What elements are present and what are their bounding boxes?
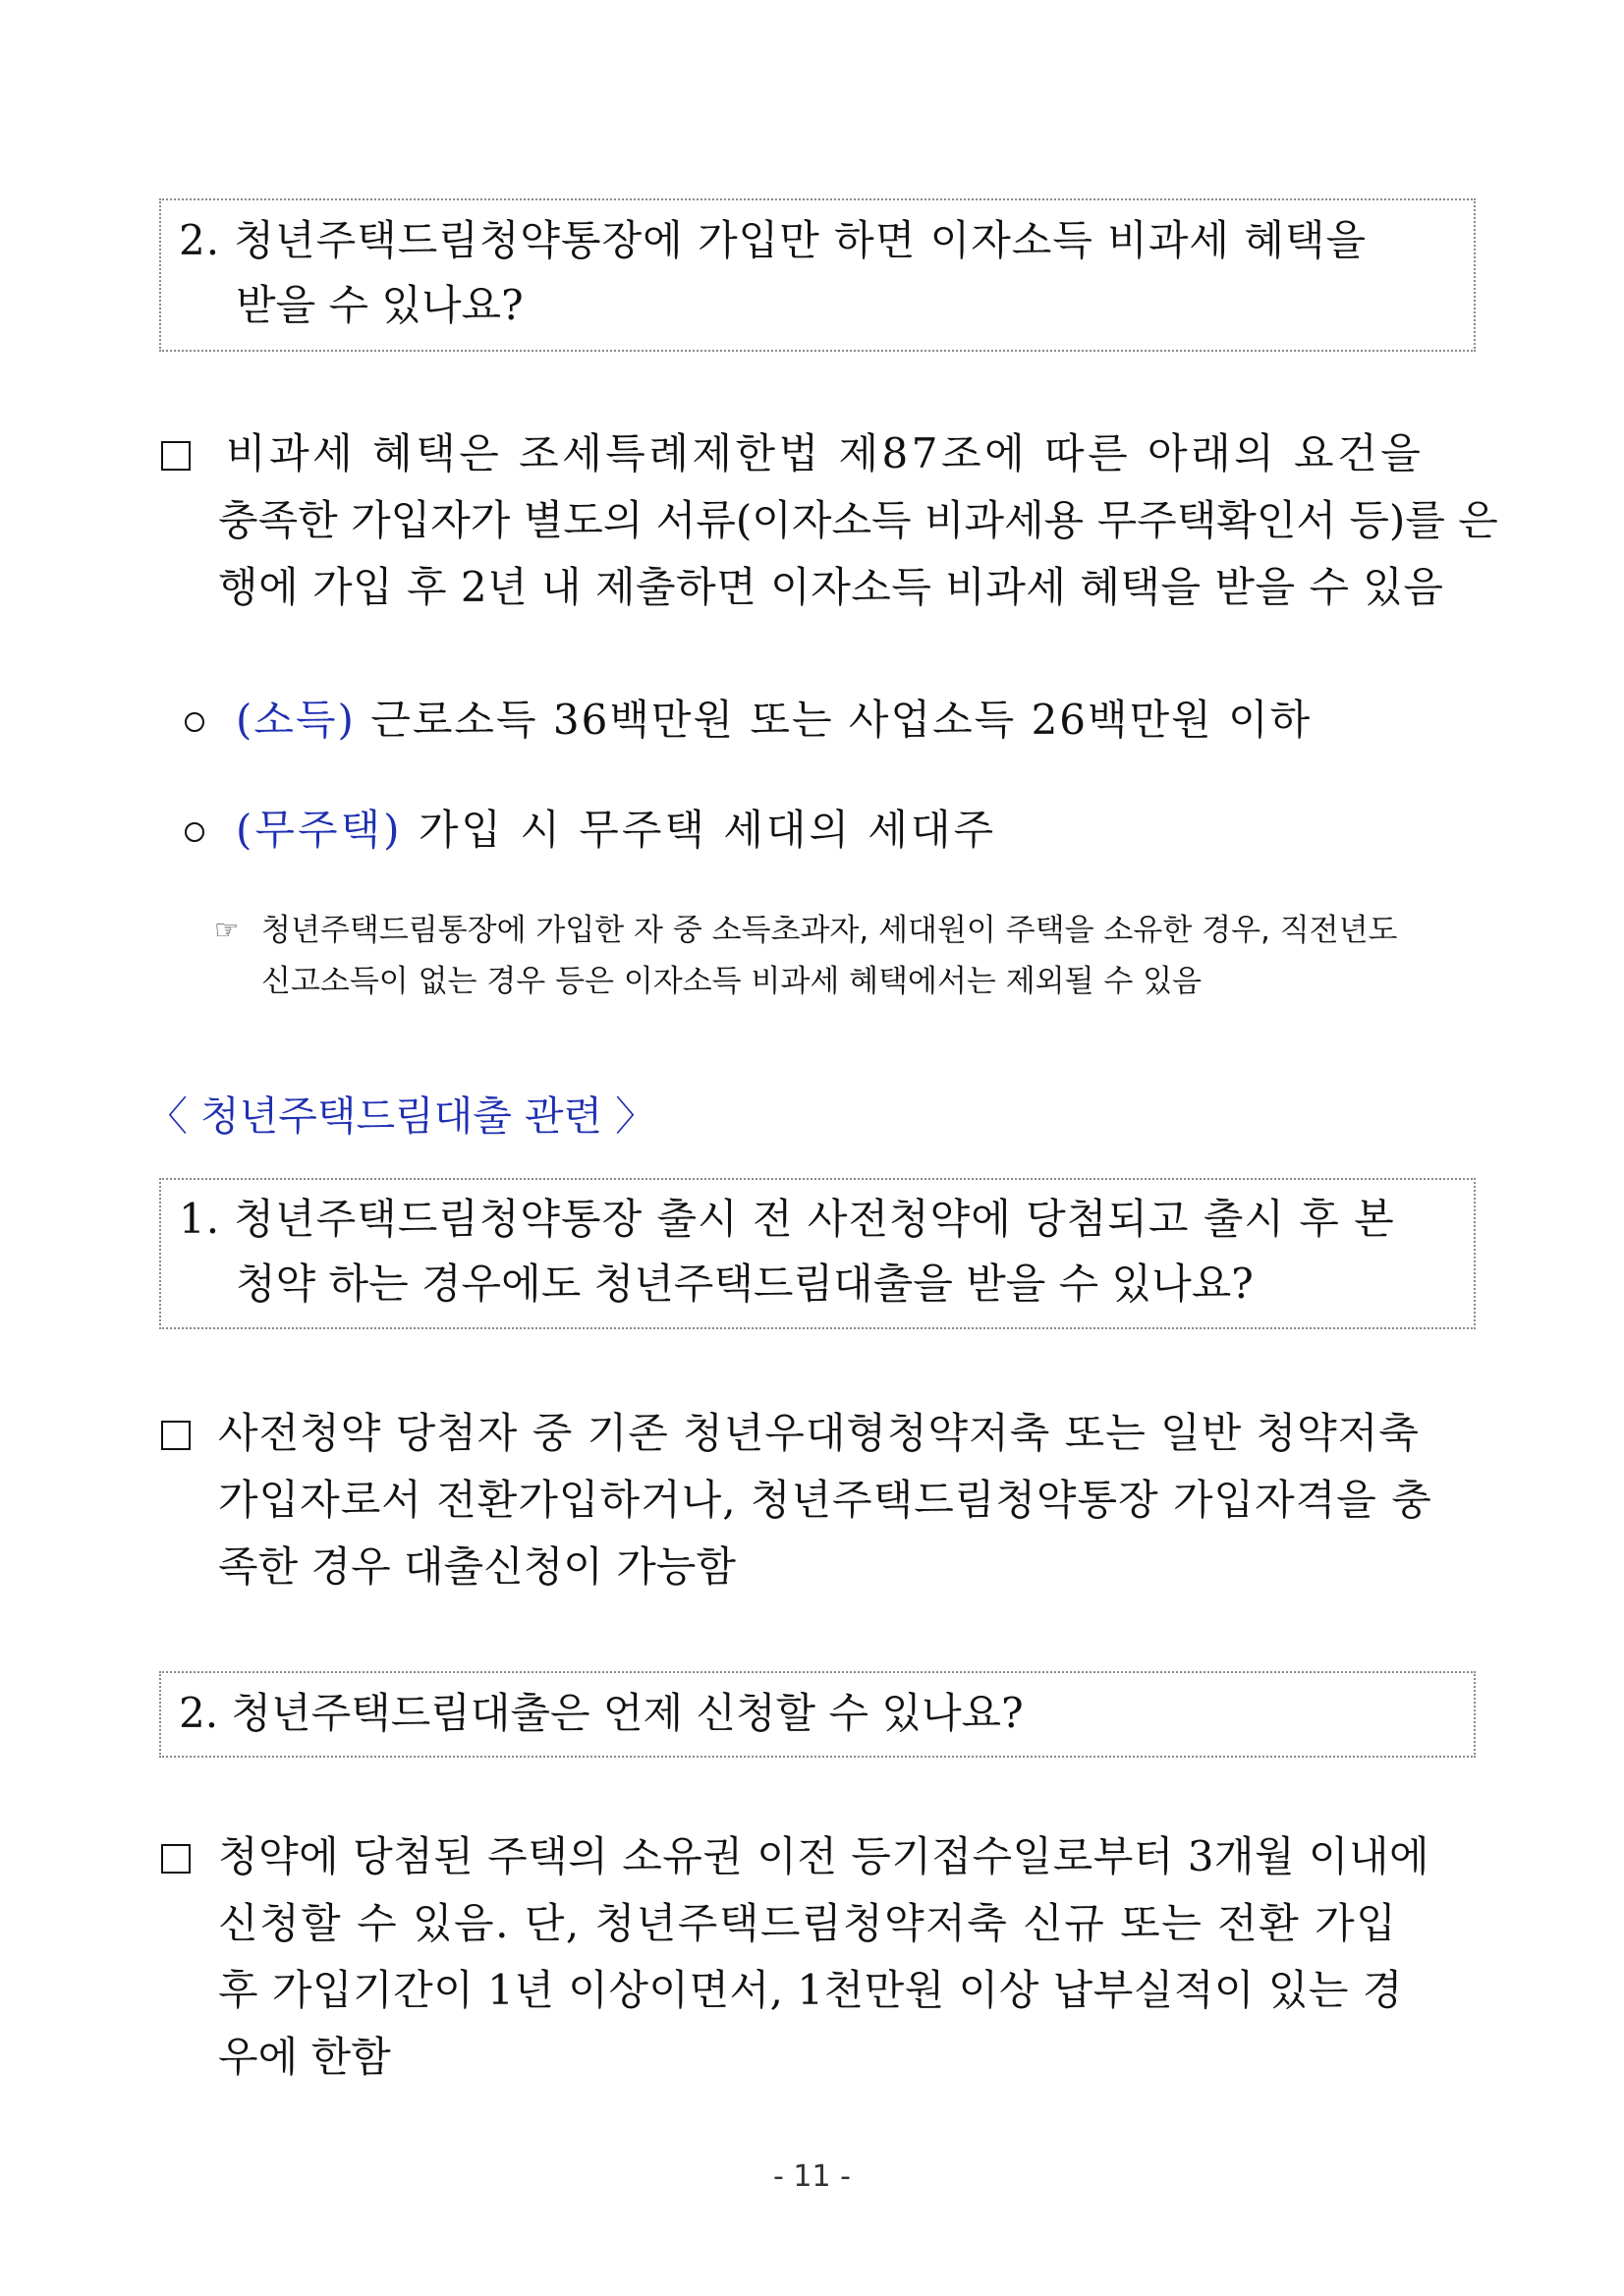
loan-answer-2-line-1: 청약에 당첨된 주택의 소유권 이전 등기접수일로부터 3개월 이내에 [218, 1832, 1430, 1880]
loan-answer-2-line-3: 후 가입기간이 1년 이상이면서, 1천만원 이상 납부실적이 있는 경 [218, 1966, 1403, 2014]
loan-question-line-1: 1. 청년주택드림청약통장 출시 전 사전청약에 당첨되고 출시 후 본 [179, 1195, 1395, 1243]
answer-line-3: 행에 가입 후 2년 내 제출하면 이자소득 비과세 혜택을 받을 수 있음 [218, 563, 1444, 611]
section-title: 〈 청년주택드림대출 관련 〉 [147, 1092, 656, 1140]
loan-question-2-line-1: 2. 청년주택드림대출은 언제 신청할 수 있나요? [179, 1689, 1024, 1737]
loan-answer-1-line-2: 가입자로서 전환가입하거나, 청년주택드림청약통장 가입자격을 충 [218, 1476, 1432, 1524]
loan-answer-2-line-4: 우에 한함 [218, 2033, 391, 2081]
answer-line-1: 비과세 혜택은 조세특례제한법 제87조에 따른 아래의 요건을 [226, 429, 1425, 477]
note-line-1: 청년주택드림통장에 가입한 자 중 소득초과자, 세대원이 주택을 소유한 경우, 직전년도 [261, 913, 1398, 948]
checkbox-square-icon [161, 1421, 191, 1450]
question-line-2: 받을 수 있나요? [236, 281, 524, 329]
pointing-hand-icon: ☞ [214, 914, 240, 946]
condition-income-label: (소득) [236, 696, 356, 744]
condition-home [236, 798, 996, 863]
checkbox-square-icon [161, 1844, 191, 1874]
checkbox-square-icon [161, 441, 191, 471]
condition-home-label: (무주택) [236, 806, 403, 854]
bullet-circle-icon [185, 822, 204, 842]
loan-answer-2-line-2: 신청할 수 있음. 단, 청년주택드림청약저축 신규 또는 전환 가입 [218, 1899, 1398, 1947]
loan-answer-1-line-1: 사전청약 당첨자 중 기존 청년우대형청약저축 또는 일반 청약저축 [218, 1409, 1420, 1457]
condition-home-text: 가입 시 무주택 세대의 세대주 [418, 806, 997, 854]
question-line-1: 2. 청년주택드림청약통장에 가입만 하면 이자소득 비과세 혜택을 [179, 216, 1368, 264]
answer-line-2: 충족한 가입자가 별도의 서류(이자소득 비과세용 무주택확인서 등)를 은 [218, 496, 1498, 544]
loan-answer-1-line-3: 족한 경우 대출신청이 가능함 [218, 1542, 736, 1591]
loan-question-line-2: 청약 하는 경우에도 청년주택드림대출을 받을 수 있나요? [236, 1260, 1254, 1308]
note-line-2: 신고소득이 없는 경우 등은 이자소득 비과세 혜택에서는 제외될 수 있음 [261, 964, 1203, 999]
condition-income-text: 근로소득 36백만원 또는 사업소득 26백만원 이하 [370, 696, 1313, 744]
bullet-circle-icon [185, 712, 204, 732]
condition-income [236, 688, 1312, 753]
page-number: - 11 - [773, 2159, 851, 2194]
